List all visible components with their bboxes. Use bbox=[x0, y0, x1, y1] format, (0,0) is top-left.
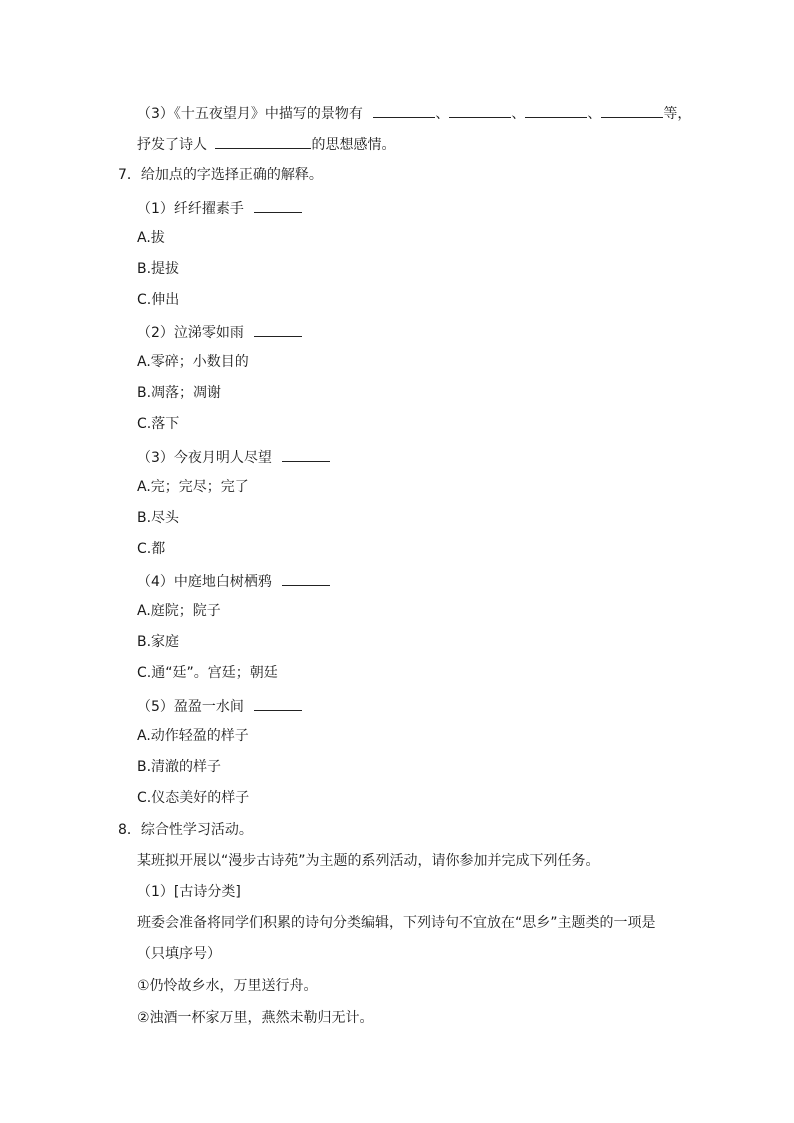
q7-item-1-option-c: C.伸出 bbox=[137, 292, 180, 308]
q7-item-1-stem: （1）纤纤擢素手 bbox=[137, 201, 244, 217]
q7-item-4-stem: （4）中庭地白树栖鸦 bbox=[137, 574, 272, 590]
q8-title: 8．综合性学习活动。 bbox=[118, 822, 253, 838]
q7-item-3 bbox=[137, 446, 330, 468]
separator: 、 bbox=[435, 106, 450, 122]
q7-item-3-option-c: C.都 bbox=[137, 541, 166, 557]
blank-scene-1[interactable] bbox=[373, 102, 435, 118]
separator: 、 bbox=[511, 106, 526, 122]
q7-item-4-option-b: B.家庭 bbox=[137, 634, 180, 650]
q8-option-2: ②浊酒一杯家万里，燕然未勒归无计。 bbox=[137, 1010, 374, 1026]
q7-item-5-answer-blank[interactable] bbox=[254, 695, 302, 711]
q6-3-prefix: （3）《十五夜望月》中描写的景物有 bbox=[137, 106, 363, 122]
q8-intro: 某班拟开展以“漫步古诗苑”为主题的系列活动，请你参加并完成下列任务。 bbox=[137, 853, 600, 869]
q7-item-3-option-b: B.尽头 bbox=[137, 510, 180, 526]
q7-item-3-answer-blank[interactable] bbox=[282, 446, 330, 462]
q6-3-line2-prefix: 抒发了诗人 bbox=[137, 137, 207, 153]
q7-item-4-option-a: A.庭院；院子 bbox=[137, 603, 221, 619]
q7-item-1-option-a: A.拔 bbox=[137, 230, 165, 246]
q7-item-5 bbox=[137, 695, 302, 717]
q7-item-1-option-b: B.提拔 bbox=[137, 261, 180, 277]
q7-item-2-option-c: C.落下 bbox=[137, 416, 180, 432]
q7-title: 7．给加点的字选择正确的解释。 bbox=[118, 167, 323, 183]
q7-item-1-answer-blank[interactable] bbox=[254, 197, 302, 213]
q6-3-line1 bbox=[137, 102, 691, 124]
q7-item-2 bbox=[137, 321, 302, 343]
blank-scene-2[interactable] bbox=[449, 102, 511, 118]
blank-scene-3[interactable] bbox=[525, 102, 587, 118]
q7-item-2-answer-blank[interactable] bbox=[254, 321, 302, 337]
q6-3-line2 bbox=[137, 133, 395, 155]
q8-sub1-heading: （1）[古诗分类] bbox=[137, 884, 241, 900]
q7-item-4 bbox=[137, 570, 330, 592]
q7-item-2-stem: （2）泣涕零如雨 bbox=[137, 325, 244, 341]
q7-item-2-option-b: B.凋落；凋谢 bbox=[137, 385, 222, 401]
q7-item-5-option-c: C.仪态美好的样子 bbox=[137, 790, 250, 806]
blank-scene-4[interactable] bbox=[601, 102, 663, 118]
q7-item-4-option-c: C.通“廷”。宫廷；朝廷 bbox=[137, 665, 278, 681]
q6-3-line2-suffix: 的思想感情。 bbox=[311, 137, 396, 153]
blank-emotion[interactable] bbox=[215, 133, 311, 149]
separator: 、 bbox=[587, 106, 602, 122]
q7-item-3-stem: （3）今夜月明人尽望 bbox=[137, 450, 272, 466]
q7-item-5-option-b: B.清澈的样子 bbox=[137, 759, 222, 775]
q7-item-3-option-a: A.完；完尽；完了 bbox=[137, 479, 249, 495]
q8-task-line2: （只填序号） bbox=[137, 946, 221, 962]
q7-item-1 bbox=[137, 197, 302, 219]
q8-task-line1: 班委会准备将同学们积累的诗句分类编辑，下列诗句不宜放在“思乡”主题类的一项是 bbox=[137, 915, 656, 931]
q7-item-2-option-a: A.零碎；小数目的 bbox=[137, 354, 249, 370]
q7-item-4-answer-blank[interactable] bbox=[282, 570, 330, 586]
q8-option-1: ①仍怜故乡水，万里送行舟。 bbox=[137, 978, 318, 994]
q7-item-5-stem: （5）盈盈一水间 bbox=[137, 699, 244, 715]
q7-item-5-option-a: A.动作轻盈的样子 bbox=[137, 728, 249, 744]
q6-3-suffix: 等， bbox=[663, 106, 692, 122]
